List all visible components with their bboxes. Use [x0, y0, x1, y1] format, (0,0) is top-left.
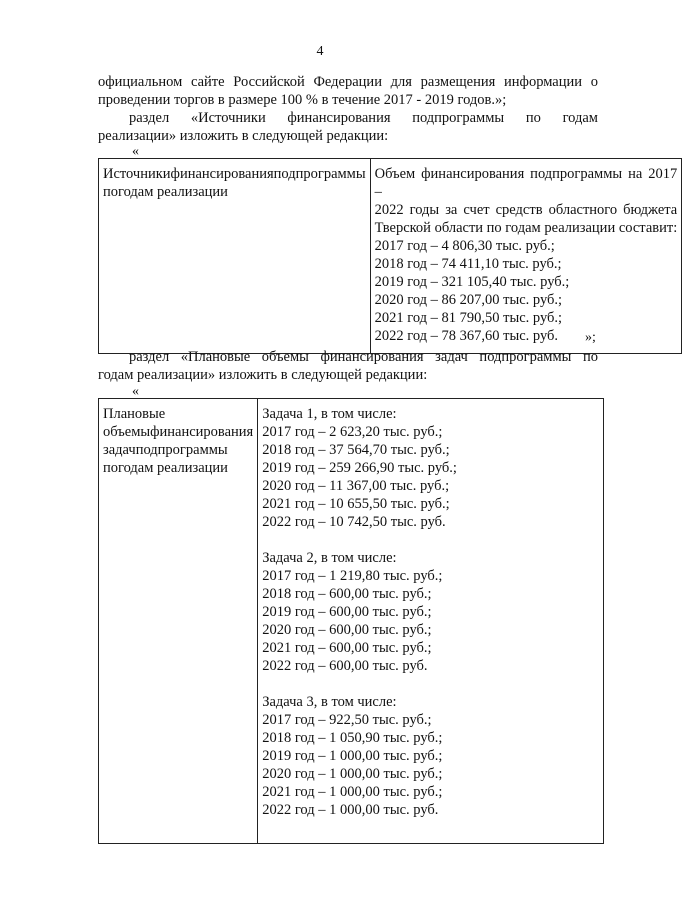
year-amount-line: 2017 год – 4 806,30 тыс. руб.; [374, 238, 555, 254]
task-funding-content-cell [258, 399, 604, 844]
task-block [262, 693, 599, 819]
year-amount-line: 2019 год – 259 266,90 тыс. руб.; [262, 460, 457, 476]
year-amount-line: 2018 год – 600,00 тыс. руб.; [262, 586, 432, 602]
year-amount-line: 2021 год – 600,00 тыс. руб.; [262, 640, 432, 656]
label-line: годам реализации [118, 184, 228, 200]
label-line: годам реализации [118, 460, 228, 476]
task-title: Задача 1, в том числе: [262, 406, 397, 422]
intro-line-4: реализации» изложить в следующей редакции: [98, 128, 389, 144]
intro-text-line: 2022 годы за счет средств областного бюджета [374, 202, 678, 218]
task-block [262, 405, 599, 531]
year-amount-line: 2019 год – 1 000,00 тыс. руб.; [262, 748, 443, 764]
task-block [262, 549, 599, 675]
funding-sources-label [103, 165, 366, 201]
label-line: финансирования [170, 166, 274, 182]
intro-paragraph [98, 73, 598, 145]
intro-text-line: Тверской области по годам реализации составит: [374, 220, 678, 236]
funding-sources-intro [375, 165, 678, 237]
intro-text-line: Объем финансирования подпрограммы на 2017 – [374, 166, 678, 200]
year-amount-line: 2020 год – 600,00 тыс. руб.; [262, 622, 432, 638]
task-funding-table [98, 398, 604, 844]
middle-line-1: раздел «Плановые объемы финансирования задач подпрограммы по [129, 349, 598, 365]
year-amount-line: 2017 год – 1 219,80 тыс. руб.; [262, 568, 443, 584]
year-amount-line: 2022 год – 600,00 тыс. руб. [262, 658, 428, 674]
year-amount-line: 2017 год – 2 623,20 тыс. руб.; [262, 424, 443, 440]
label-line: Источники [103, 166, 171, 182]
year-amount-line: 2020 год – 1 000,00 тыс. руб.; [262, 766, 443, 782]
year-amount-line: 2020 год – 86 207,00 тыс. руб.; [374, 292, 563, 308]
task-title: Задача 2, в том числе: [262, 550, 397, 566]
funding-sources-content-cell [370, 159, 682, 354]
year-amount-line: 2022 год – 10 742,50 тыс. руб. [262, 514, 446, 530]
intro-line-3: раздел «Источники финансирования подпрограммы по годам [129, 110, 598, 126]
task-title: Задача 3, в том числе: [262, 694, 397, 710]
label-line: финансирования задач [103, 424, 254, 458]
year-amount-line: 2019 год – 600,00 тыс. руб.; [262, 604, 432, 620]
year-amount-line: 2022 год – 1 000,00 тыс. руб. [262, 802, 439, 818]
label-line: подпрограммы по [103, 166, 366, 200]
year-amount-line: 2017 год – 922,50 тыс. руб.; [262, 712, 432, 728]
task-funding-label-cell [99, 399, 258, 844]
year-amount-line: 2021 год – 1 000,00 тыс. руб.; [262, 784, 443, 800]
quote-close-1: »; [585, 330, 596, 345]
middle-line-2: годам реализации» изложить в следующей редакции: [98, 367, 428, 383]
task-funding-tasks [262, 405, 599, 819]
label-line: подпрограммы по [103, 442, 228, 476]
intro-line-1: официальном сайте Российской Федерации для размещения информации о [98, 74, 598, 90]
quote-open-1: « [132, 144, 139, 159]
middle-paragraph [98, 348, 598, 384]
year-amount-line: 2021 год – 81 790,50 тыс. руб.; [374, 310, 563, 326]
year-amount-line: 2018 год – 74 411,10 тыс. руб.; [374, 256, 562, 272]
intro-line-2: проведении торгов в размере 100 % в течение 2017 - 2019 годов.»; [98, 92, 507, 108]
page-number: 4 [316, 44, 324, 59]
year-amount-line: 2021 год – 10 655,50 тыс. руб.; [262, 496, 450, 512]
year-amount-line: 2018 год – 37 564,70 тыс. руб.; [262, 442, 450, 458]
year-amount-line: 2018 год – 1 050,90 тыс. руб.; [262, 730, 443, 746]
year-amount-line: 2019 год – 321 105,40 тыс. руб.; [374, 274, 570, 290]
quote-open-2: « [132, 384, 139, 399]
label-line: Плановые объемы [103, 406, 166, 440]
funding-sources-label-cell [99, 159, 371, 354]
year-amount-line: 2020 год – 11 367,00 тыс. руб.; [262, 478, 450, 494]
funding-sources-table [98, 158, 682, 354]
year-amount-line: 2022 год – 78 367,60 тыс. руб. [374, 328, 559, 344]
task-funding-label [103, 405, 253, 477]
funding-sources-years [375, 237, 678, 345]
